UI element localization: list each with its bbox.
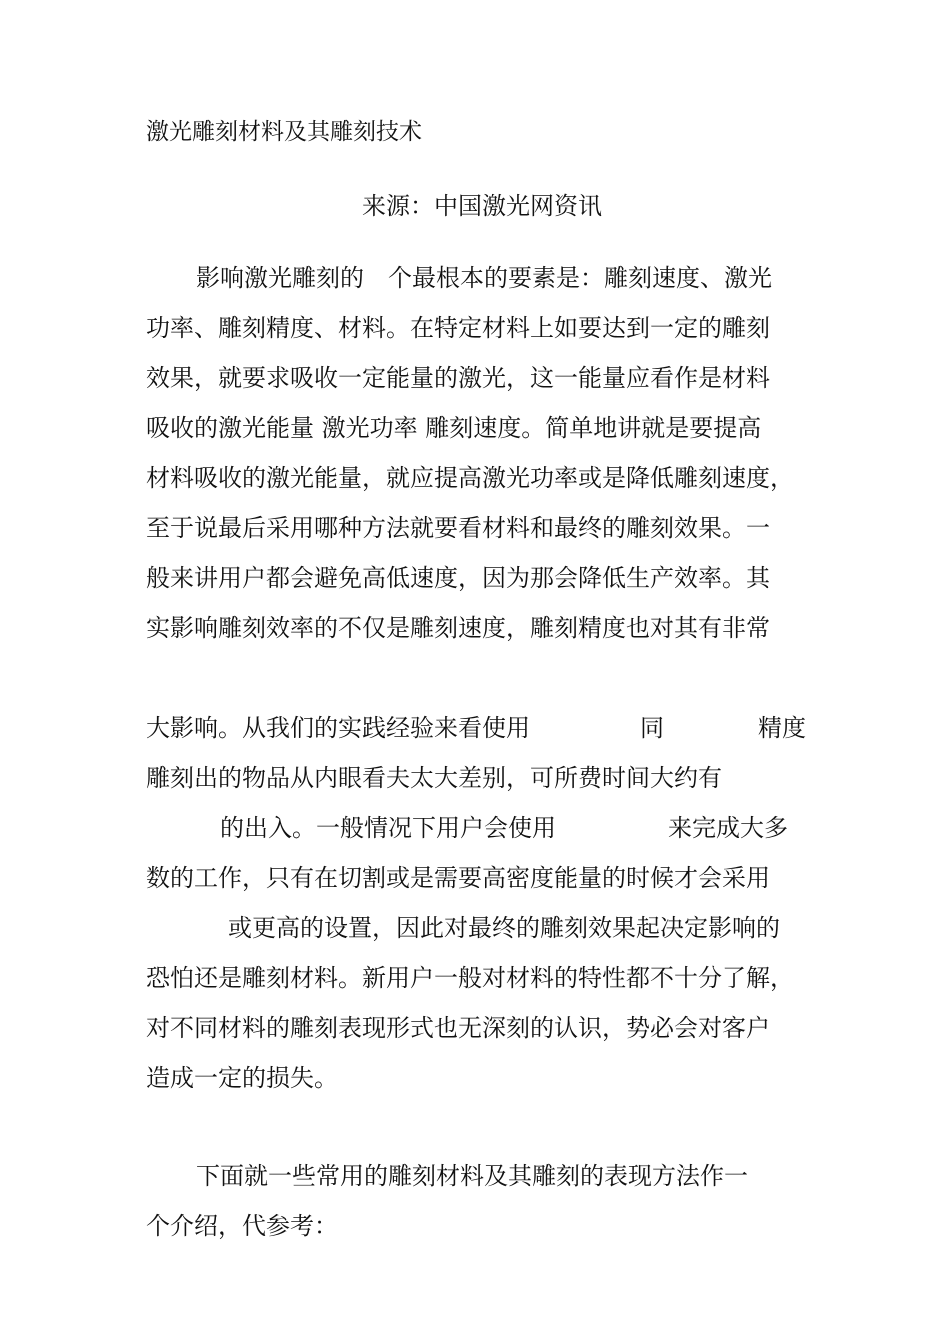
paragraph-line: 或更高的设置，因此对最终的雕刻效果起决定影响的 xyxy=(228,914,780,942)
document-title: 激光雕刻材料及其雕刻技术 xyxy=(146,119,422,145)
paragraph-line: 般来讲用户都会避免高低速度，因为那会降低生产效率。其 xyxy=(146,564,770,592)
paragraph-line: 个介绍，代参考： xyxy=(146,1212,338,1240)
paragraph-line: 至于说最后采用哪种方法就要看材料和最终的雕刻效果。一 xyxy=(146,514,770,542)
paragraph-fragment: 来完成大多 xyxy=(668,814,788,842)
paragraph-line: 下面就一些常用的雕刻材料及其雕刻的表现方法作一 xyxy=(196,1162,748,1190)
paragraph-fragment: 同 xyxy=(640,714,664,742)
paragraph-fragment: 精度 xyxy=(758,714,806,742)
paragraph-line: 吸收的激光能量 激光功率 雕刻速度。简单地讲就是要提高 xyxy=(146,414,762,442)
paragraph-line: 对不同材料的雕刻表现形式也无深刻的认识，势必会对客户 xyxy=(146,1014,770,1042)
paragraph-line: 雕刻出的物品从内眼看夫太大差别，可所费时间大约有 xyxy=(146,764,722,792)
paragraph-line: 造成一定的损失。 xyxy=(146,1064,338,1092)
paragraph-line: 大影响。从我们的实践经验来看使用 xyxy=(146,714,530,742)
source-line: 来源：中国激光网资讯 xyxy=(362,192,602,220)
paragraph-line: 恐怕还是雕刻材料。新用户一般对材料的特性都不十分了解， xyxy=(146,964,794,992)
paragraph-line: 的出入。一般情况下用户会使用 xyxy=(220,814,556,842)
paragraph-line: 功率、雕刻精度、材料。在特定材料上如要达到一定的雕刻 xyxy=(146,314,770,342)
paragraph-line: 材料吸收的激光能量，就应提高激光功率或是降低雕刻速度， xyxy=(146,464,794,492)
paragraph-line: 实影响雕刻效率的不仅是雕刻速度，雕刻精度也对其有非常 xyxy=(146,614,770,642)
paragraph-line: 数的工作，只有在切割或是需要高密度能量的时候才会采用 xyxy=(146,864,770,892)
paragraph-line: 影响激光雕刻的 个最根本的要素是：雕刻速度、激光 xyxy=(196,264,772,292)
paragraph-line: 效果，就要求吸收一定能量的激光，这一能量应看作是材料 xyxy=(146,364,770,392)
